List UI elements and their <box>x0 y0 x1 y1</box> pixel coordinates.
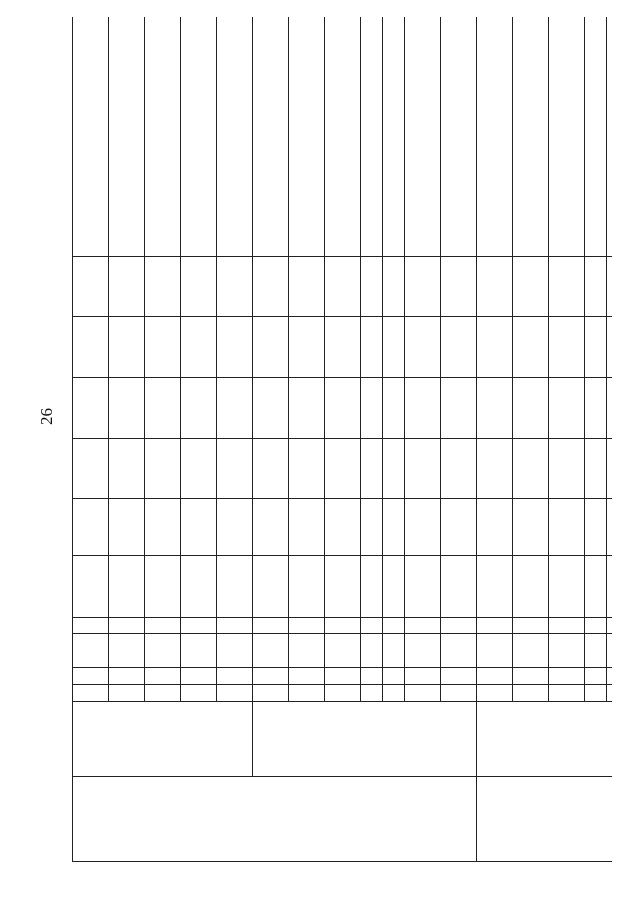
table-cell-v5 <box>548 257 584 317</box>
table-cell-v3 <box>404 378 440 439</box>
table-cell-v2 <box>324 439 360 499</box>
table-cell-vr <box>252 618 288 634</box>
table-cell-rzpr <box>548 668 584 685</box>
table-cell-grbs <box>144 685 180 702</box>
table-cell-rzpr <box>252 668 288 685</box>
table-cell-v2 <box>512 439 548 499</box>
table-cell-v5 <box>72 257 108 317</box>
table-cell-v5 <box>216 257 252 317</box>
table-cell-csr <box>72 634 108 668</box>
table-cell-vr <box>512 618 548 634</box>
table-cell-v5 <box>144 257 180 317</box>
table-cell-v4 <box>382 317 404 378</box>
table-cell-source <box>382 556 404 618</box>
table-cell-v3 <box>360 378 382 439</box>
table-cell-csr <box>606 634 628 668</box>
table-cell-grbs <box>548 685 584 702</box>
table-cell-grbs <box>606 685 628 702</box>
table-cell-total <box>144 17 180 257</box>
table-cell-grbs <box>360 685 382 702</box>
table-cell-vr <box>180 618 216 634</box>
budget-table <box>72 17 612 862</box>
table-cell-grbs <box>382 685 404 702</box>
table-cell-v1 <box>476 499 512 556</box>
table-cell-rzpr <box>144 668 180 685</box>
table-cell-vr <box>548 618 584 634</box>
table-cell-rzpr <box>382 668 404 685</box>
table-cell-v2 <box>288 439 324 499</box>
main-event-cell <box>72 777 476 862</box>
table-cell-grbs <box>512 685 548 702</box>
table-cell-v3 <box>476 378 512 439</box>
table-cell-rzpr <box>180 668 216 685</box>
table-cell-v1 <box>72 499 108 556</box>
table-cell-total <box>404 17 440 257</box>
table-cell-grbs <box>72 685 108 702</box>
table-cell-vr <box>476 618 512 634</box>
table-cell-vr <box>288 618 324 634</box>
table-cell-v1 <box>512 499 548 556</box>
table-cell-total <box>108 17 144 257</box>
table-cell-csr <box>288 634 324 668</box>
table-cell-vr <box>108 618 144 634</box>
table-cell-vr <box>72 618 108 634</box>
table-cell-v4 <box>180 317 216 378</box>
table-cell-grbs <box>252 685 288 702</box>
table-cell-grbs <box>180 685 216 702</box>
table-cell-vr <box>216 618 252 634</box>
table-cell-v1 <box>108 499 144 556</box>
table-cell-v3 <box>72 378 108 439</box>
table-cell-v5 <box>288 257 324 317</box>
table-cell-v3 <box>584 378 606 439</box>
table-cell-v1 <box>288 499 324 556</box>
table-cell-v2 <box>180 439 216 499</box>
table-cell-source <box>252 556 288 618</box>
table-cell-csr <box>548 634 584 668</box>
table-cell-v2 <box>216 439 252 499</box>
table-cell-v4 <box>108 317 144 378</box>
table-cell-vr <box>584 618 606 634</box>
table-cell-total <box>440 17 476 257</box>
table-cell-vr <box>382 618 404 634</box>
table-cell-rzpr <box>216 668 252 685</box>
table-cell-grbs <box>216 685 252 702</box>
table-cell-grbs <box>108 685 144 702</box>
table-cell-source <box>404 556 440 618</box>
table-cell-v4 <box>360 317 382 378</box>
table-cell-v5 <box>584 257 606 317</box>
table-cell-v2 <box>476 439 512 499</box>
table-cell-v2 <box>584 439 606 499</box>
table-cell-v5 <box>404 257 440 317</box>
table-cell-source <box>548 556 584 618</box>
table-cell-vr <box>606 618 628 634</box>
table-cell-source <box>72 556 108 618</box>
table-cell-v5 <box>440 257 476 317</box>
table-cell-total <box>360 17 382 257</box>
table-cell-v3 <box>440 378 476 439</box>
table-cell-v5 <box>252 257 288 317</box>
table-cell-v4 <box>72 317 108 378</box>
table-cell-v1 <box>180 499 216 556</box>
table-cells <box>72 17 612 862</box>
table-cell-grbs <box>440 685 476 702</box>
table-cell-v5 <box>512 257 548 317</box>
table-cell-v2 <box>72 439 108 499</box>
table-cell-source <box>180 556 216 618</box>
table-cell-source <box>108 556 144 618</box>
table-cell-rzpr <box>324 668 360 685</box>
table-cell-v4 <box>440 317 476 378</box>
table-cell-total <box>324 17 360 257</box>
table-cell-grbs <box>288 685 324 702</box>
table-cell-v4 <box>324 317 360 378</box>
table-cell-total <box>72 17 108 257</box>
table-cell-v1 <box>144 499 180 556</box>
table-cell-v4 <box>584 317 606 378</box>
table-cell-total <box>180 17 216 257</box>
table-cell-csr <box>252 634 288 668</box>
table-cell-v1 <box>216 499 252 556</box>
table-cell-v3 <box>288 378 324 439</box>
table-cell-v3 <box>382 378 404 439</box>
block-label-cell <box>72 702 252 777</box>
table-cell-csr <box>476 634 512 668</box>
table-cell-source <box>512 556 548 618</box>
table-cell-grbs <box>476 685 512 702</box>
table-cell-v2 <box>144 439 180 499</box>
table-cell-v3 <box>512 378 548 439</box>
table-cell-v4 <box>512 317 548 378</box>
table-cell-source <box>144 556 180 618</box>
table-cell-vr <box>360 618 382 634</box>
table-cell-v4 <box>144 317 180 378</box>
table-cell-v4 <box>548 317 584 378</box>
table-cell-v3 <box>180 378 216 439</box>
table-cell-v4 <box>404 317 440 378</box>
page-number: 26 <box>37 408 56 425</box>
table-cell-v3 <box>606 378 628 439</box>
table-cell-rzpr <box>108 668 144 685</box>
table-cell-v5 <box>382 257 404 317</box>
table-cell-v3 <box>324 378 360 439</box>
main-event-cell <box>476 777 628 862</box>
table-cell-source <box>584 556 606 618</box>
table-cell-v2 <box>382 439 404 499</box>
table-cell-rzpr <box>360 668 382 685</box>
table-cell-csr <box>324 634 360 668</box>
table-cell-rzpr <box>72 668 108 685</box>
table-cell-csr <box>108 634 144 668</box>
table-cell-source <box>288 556 324 618</box>
table-cell-v4 <box>288 317 324 378</box>
table-cell-v1 <box>324 499 360 556</box>
table-cell-v5 <box>360 257 382 317</box>
table-cell-v1 <box>584 499 606 556</box>
table-cell-v4 <box>606 317 628 378</box>
table-cell-v2 <box>440 439 476 499</box>
table-cell-vr <box>404 618 440 634</box>
table-cell-v2 <box>606 439 628 499</box>
table-cell-total <box>548 17 584 257</box>
table-cell-total <box>476 17 512 257</box>
table-cell-csr <box>180 634 216 668</box>
table-cell-grbs <box>404 685 440 702</box>
table-cell-source <box>324 556 360 618</box>
table-cell-v3 <box>216 378 252 439</box>
table-cell-source <box>360 556 382 618</box>
table-cell-v2 <box>360 439 382 499</box>
table-cell-grbs <box>584 685 606 702</box>
table-cell-grbs <box>324 685 360 702</box>
table-cell-csr <box>440 634 476 668</box>
table-cell-v1 <box>252 499 288 556</box>
table-cell-v1 <box>404 499 440 556</box>
table-cell-v1 <box>382 499 404 556</box>
table-cell-rzpr <box>584 668 606 685</box>
table-cell-csr <box>360 634 382 668</box>
table-cell-rzpr <box>288 668 324 685</box>
table-cell-v5 <box>476 257 512 317</box>
table-cell-v5 <box>324 257 360 317</box>
table-cell-total <box>584 17 606 257</box>
table-cell-v4 <box>476 317 512 378</box>
table-cell-v1 <box>548 499 584 556</box>
table-cell-v2 <box>404 439 440 499</box>
table-cell-vr <box>144 618 180 634</box>
table-cell-v2 <box>252 439 288 499</box>
table-cell-source <box>606 556 628 618</box>
table-cell-total <box>288 17 324 257</box>
table-cell-v3 <box>252 378 288 439</box>
table-cell-v4 <box>252 317 288 378</box>
table-cell-source <box>216 556 252 618</box>
table-cell-v3 <box>548 378 584 439</box>
table-cell-csr <box>584 634 606 668</box>
block-label-cell <box>252 702 476 777</box>
table-cell-rzpr <box>440 668 476 685</box>
table-cell-source <box>440 556 476 618</box>
table-cell-v1 <box>606 499 628 556</box>
table-cell-v3 <box>108 378 144 439</box>
table-cell-total <box>252 17 288 257</box>
table-cell-csr <box>216 634 252 668</box>
table-cell-total <box>216 17 252 257</box>
table-cell-csr <box>512 634 548 668</box>
table-cell-vr <box>440 618 476 634</box>
table-cell-rzpr <box>404 668 440 685</box>
table-cell-total <box>512 17 548 257</box>
table-cell-vr <box>324 618 360 634</box>
table-cell-v2 <box>548 439 584 499</box>
table-cell-v3 <box>144 378 180 439</box>
table-cell-v5 <box>606 257 628 317</box>
table-cell-rzpr <box>512 668 548 685</box>
table-cell-total <box>606 17 628 257</box>
table-cell-csr <box>144 634 180 668</box>
table-cell-rzpr <box>476 668 512 685</box>
table-cell-v1 <box>360 499 382 556</box>
table-cell-v5 <box>180 257 216 317</box>
table-cell-v5 <box>108 257 144 317</box>
table-cell-rzpr <box>606 668 628 685</box>
table-cell-v1 <box>440 499 476 556</box>
table-cell-csr <box>404 634 440 668</box>
block-label-cell <box>476 702 628 777</box>
table-cell-csr <box>382 634 404 668</box>
table-cell-v2 <box>108 439 144 499</box>
table-cell-total <box>382 17 404 257</box>
table-cell-v4 <box>216 317 252 378</box>
table-cell-source <box>476 556 512 618</box>
